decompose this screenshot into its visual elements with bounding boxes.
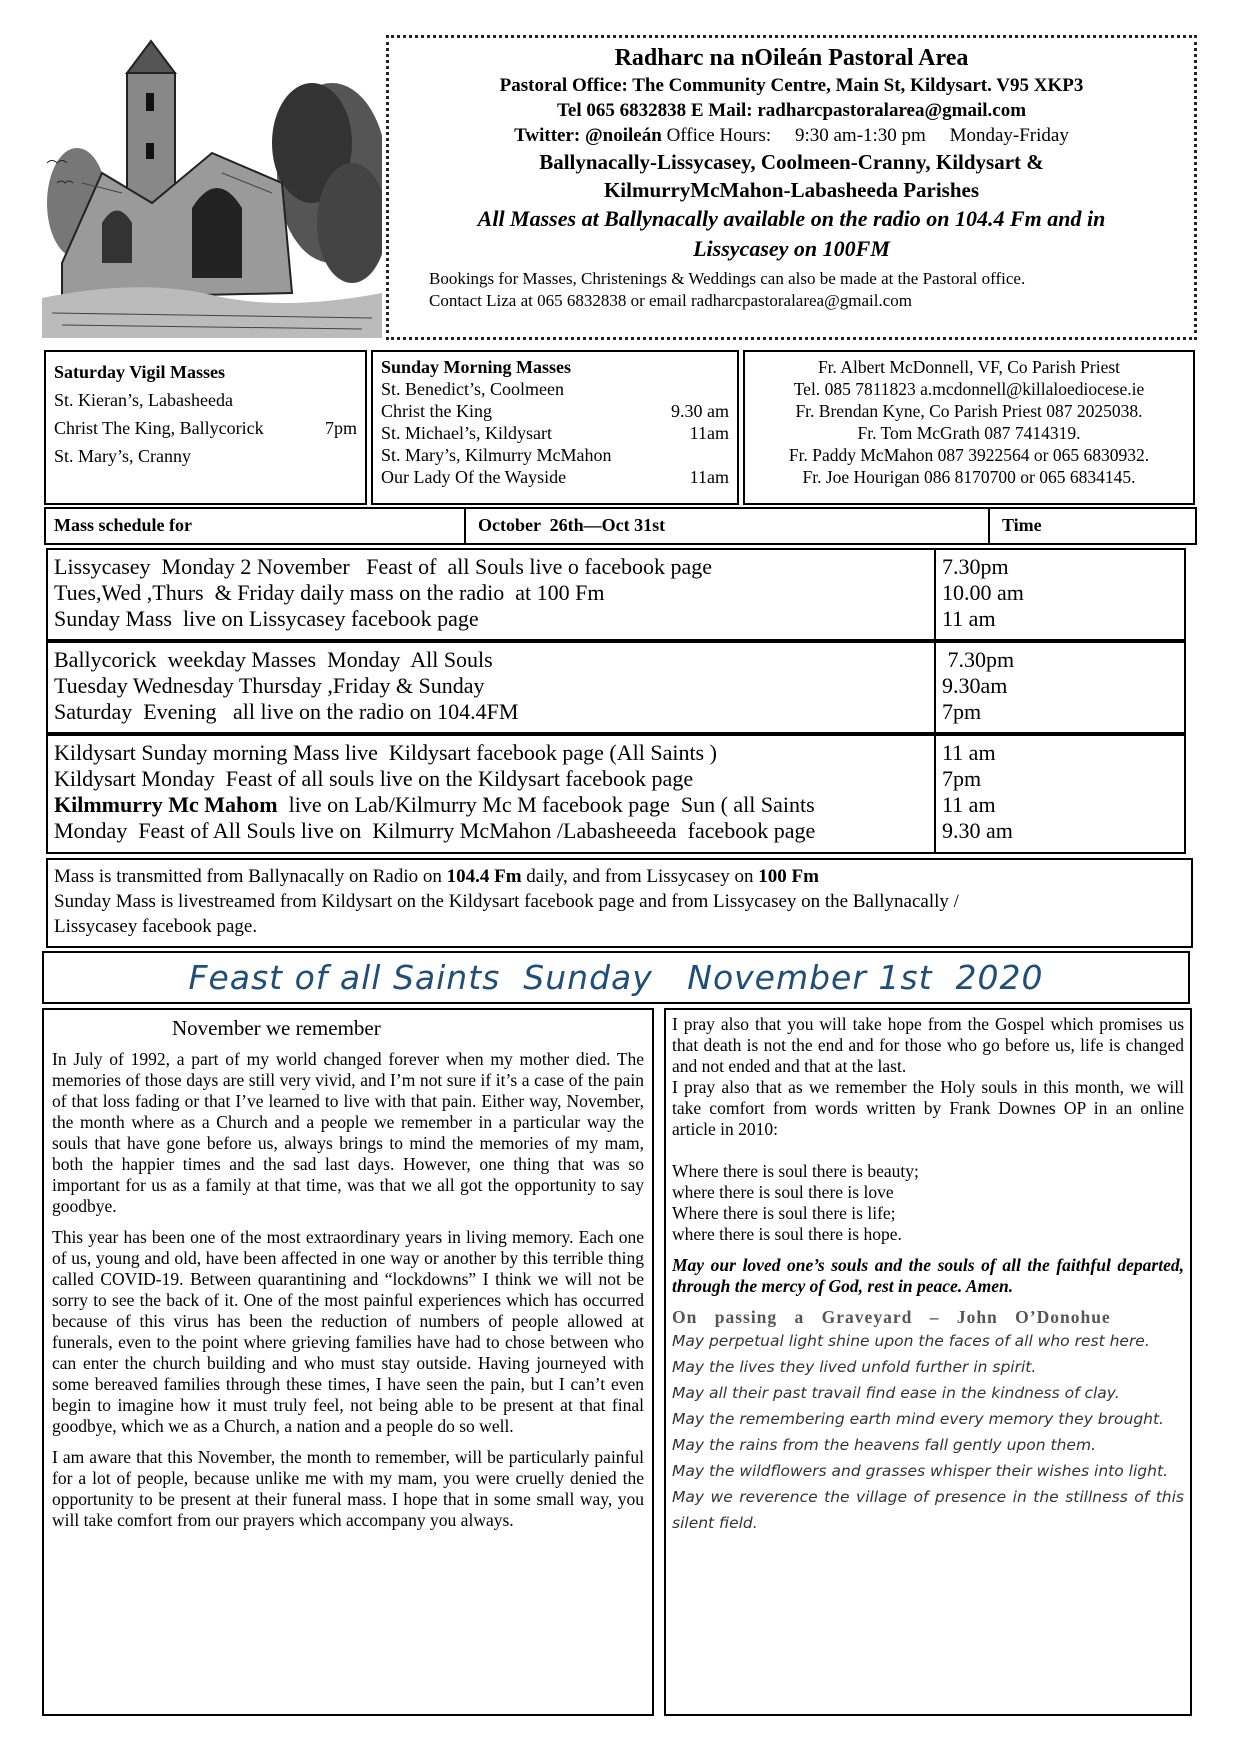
parishes-line-1: Ballynacally-Lissycasey, Coolmeen-Cranny, Kildysart & <box>539 150 1044 174</box>
schedule-block-lissycasey <box>46 548 1186 641</box>
twitter-handle: Twitter: @noileán <box>514 125 662 146</box>
vigil-line: St. Mary’s, Cranny <box>54 446 191 466</box>
vigil-place: Christ The King, Ballycorick <box>54 418 264 438</box>
radio-line-1: All Masses at Ballynacally available on the radio on 104.4 Fm and in <box>477 206 1106 231</box>
saturday-vigil-box <box>44 350 367 505</box>
article-title: November we remember <box>172 1016 381 1040</box>
sunday-masses-box <box>371 350 739 505</box>
schedule-line: Saturday Evening all live on the radio on 104.4FM <box>54 699 519 724</box>
reflection-paragraph: I pray also that as we remember the Holy souls in this month, we will take comfort from words written by Frank Downes OP in an online article in 2010: <box>672 1077 1184 1139</box>
schedule-line: Lissycasey Monday 2 November Feast of all Souls live o facebook page <box>54 554 713 579</box>
sunday-row: Our Lady Of the Wayside 11am <box>381 467 729 487</box>
article-paragraph: This year has been one of the most extraordinary years in living memory. Each one of us, young and old, have been affected in one way or another by this terrible thing called COVID-19. Between quarantining and “lockdowns” I think we will not be sorry to see the back of it. One of the most painful experiences which has occurred because of this virus has been the reduction of numbers of people allowed at funerals, even to the point where grieving families have had to chose between who can enter the church building and who must stay outside. Having journeyed with some bereaved families through these times, I have seen the pain, but I can’t even begin to imagine how it must truly feel, not being able to be present at that final goodbye, which we as a Church, a nation and a people do so well. <box>52 1227 644 1436</box>
schedule-time: 11 am <box>942 740 996 765</box>
priest-line: Fr. Joe Hourigan 086 8170700 or 065 6834145. <box>802 467 1136 487</box>
schedule-time: 7.30pm <box>942 554 1009 579</box>
pastoral-header <box>386 35 1197 340</box>
schedule-time: 9.30am <box>942 673 1008 698</box>
sunday-row: St. Mary’s, Kilmurry McMahon <box>381 445 612 465</box>
kilmurry-detail: live on Lab/Kilmurry Mc M facebook page Sun ( all Saints <box>277 792 815 817</box>
schedule-line: Kildysart Monday Feast of all souls live on the Kildysart facebook page <box>54 766 694 791</box>
office-hours: Office Hours: 9:30 am-1:30 pm Monday-Friday <box>666 125 1069 146</box>
radio-line-2: Lissycasey on 100FM <box>693 236 890 261</box>
parishes-line-2: KilmurryMcMahon-Labasheeda Parishes <box>603 178 980 202</box>
contact-line: Tel 065 6832838 E Mail: radharcpastoralarea@gmail.com <box>556 100 1027 121</box>
priests-contact-box <box>743 350 1195 505</box>
poem-line: where there is soul there is love <box>672 1182 894 1202</box>
priest-line: Fr. Albert McDonnell, VF, Co Parish Priest <box>817 357 1121 377</box>
vigil-line <box>54 414 357 442</box>
schedule-line: Ballycorick weekday Masses Monday All Souls <box>54 647 493 672</box>
schedule-block-kildysart <box>46 734 1186 854</box>
article-paragraph: I am aware that this November, the month to remember, will be particularly painful for a lot of people, because unlike me with my mam, you were cruelly denied the opportunity to be present at their funeral mass. I hope that in some small way, you will take comfort from our prayers which accompany you always. <box>52 1447 644 1530</box>
rest-in-peace-prayer: May our loved one’s souls and the souls of all the faithful departed, through the mercy of God, rest in peace. Amen. <box>672 1255 1184 1296</box>
sunday-row: St. Benedict’s, Coolmeen <box>381 379 564 399</box>
priest-line: Tel. 085 7811823 a.mcdonnell@killaloediocese.ie <box>793 379 1145 399</box>
schedule-time: 10.00 am <box>942 580 1024 605</box>
pastoral-area-title: Radharc na nOileán Pastoral Area <box>614 45 969 71</box>
twitter-hours-line <box>389 123 1194 148</box>
graveyard-verse: May the rains from the heavens fall gently upon them. <box>672 1436 1096 1454</box>
schedule-line: Tues,Wed ,Thurs & Friday daily mass on the radio at 100 Fm <box>54 580 605 605</box>
graveyard-verse: May the lives they lived unfold further in spirit. <box>672 1358 1037 1376</box>
schedule-label: Mass schedule for <box>46 509 466 543</box>
reflection-paragraph: I pray also that you will take hope from the Gospel which promises us that death is not the end and for those who go before us, life is changed and not ended and that at the last. <box>672 1014 1184 1076</box>
booking-line-2: Contact Liza at 065 6832838 or email radharcpastoralarea@gmail.com <box>429 291 912 310</box>
graveyard-verse: May we reverence the village of presence in the stillness of this silent field. <box>672 1488 1184 1532</box>
schedule-block-ballycorick <box>46 641 1186 734</box>
office-address: Pastoral Office: The Community Centre, Main St, Kildysart. V95 XKP3 <box>499 75 1084 96</box>
schedule-time: 7.30pm <box>942 647 1015 672</box>
schedule-line <box>54 792 928 818</box>
sunday-title: Sunday Morning Masses <box>381 357 572 377</box>
schedule-time: 7pm <box>942 699 982 724</box>
article-paragraph: In July of 1992, a part of my world changed forever when my mother died. The memories of those days are still very vivid, and I’m not sure if it’s a case of the pain of that loss fading or that I’ve learned to live with that pain. Either way, November, the month where as a Church and a people we remember in a particular way the souls that have gone before us, always brings to mind the memories of my mam, both the happier times and the sad last days. However, one thing that was so important for us as a family at that time, was that we all got the opportunity to say goodbye. <box>52 1049 644 1216</box>
schedule-line: Tuesday Wednesday Thursday ,Friday & Sunday <box>54 673 485 698</box>
sunday-row: Christ the King 9.30 am <box>381 401 729 421</box>
schedule-line: Sunday Mass live on Lissycasey facebook page <box>54 606 479 631</box>
vigil-time: 7pm <box>324 418 357 438</box>
schedule-header <box>44 507 1197 545</box>
priest-line: Fr. Paddy McMahon 087 3922564 or 065 6830932. <box>788 445 1150 465</box>
graveyard-verse: May the remembering earth mind every memory they brought. <box>672 1410 1164 1428</box>
reflection-column <box>664 1008 1192 1716</box>
note-line-2: Sunday Mass is livestreamed from Kildysart on the Kildysart facebook page and from Lissycasey on the Ballynacally / <box>54 891 959 912</box>
vigil-line: St. Kieran’s, Labasheeda <box>54 390 233 410</box>
poem-line: where there is soul there is hope. <box>672 1224 902 1244</box>
kilmurry-bold-label: Kilmmurry Mc Mahom <box>54 792 278 817</box>
schedule-time-label: Time <box>1002 515 1042 535</box>
priest-line: Fr. Tom McGrath 087 7414319. <box>857 423 1081 443</box>
priest-line: Fr. Brendan Kyne, Co Parish Priest 087 2025038. <box>795 401 1143 421</box>
graveyard-poem-title: On passing a Graveyard – John O’Donohue <box>672 1307 1111 1327</box>
schedule-line: Monday Feast of All Souls live on Kilmurry McMahon /Labasheeeda facebook page <box>54 818 816 843</box>
note-line-1: Mass is transmitted from Ballynacally on Radio on 104.4 Fm daily, and from Lissycasey on 100 Fm <box>54 866 819 887</box>
sunday-row: St. Michael’s, Kildysart 11am <box>381 423 729 443</box>
note-line-3: Lissycasey facebook page. <box>54 916 258 937</box>
graveyard-verse: May perpetual light shine upon the faces of all who rest here. <box>672 1332 1150 1350</box>
schedule-time: 9.30 am <box>942 818 1013 843</box>
feast-banner: Feast of all Saints Sunday November 1st 2020 <box>42 951 1190 1004</box>
november-article <box>42 1008 654 1716</box>
schedule-time: 7pm <box>942 766 982 791</box>
graveyard-verse: May all their past travail find ease in the kindness of clay. <box>672 1384 1120 1402</box>
transmission-note <box>46 858 1193 948</box>
poem-line: Where there is soul there is beauty; <box>672 1161 919 1181</box>
vigil-title: Saturday Vigil Masses <box>54 362 226 382</box>
poem-line: Where there is soul there is life; <box>672 1203 896 1223</box>
schedule-line: Kildysart Sunday morning Mass live Kildysart facebook page (All Saints ) <box>54 740 717 765</box>
schedule-time: 11 am <box>942 792 996 817</box>
booking-line-1: Bookings for Masses, Christenings & Weddings can also be made at the Pastoral office. <box>429 269 1026 288</box>
graveyard-verse: May the wildflowers and grasses whisper their wishes into light. <box>672 1462 1168 1480</box>
schedule-dates: October 26th—Oct 31st <box>466 509 990 543</box>
schedule-time: 11 am <box>942 606 996 631</box>
church-ruin-illustration <box>42 33 382 338</box>
